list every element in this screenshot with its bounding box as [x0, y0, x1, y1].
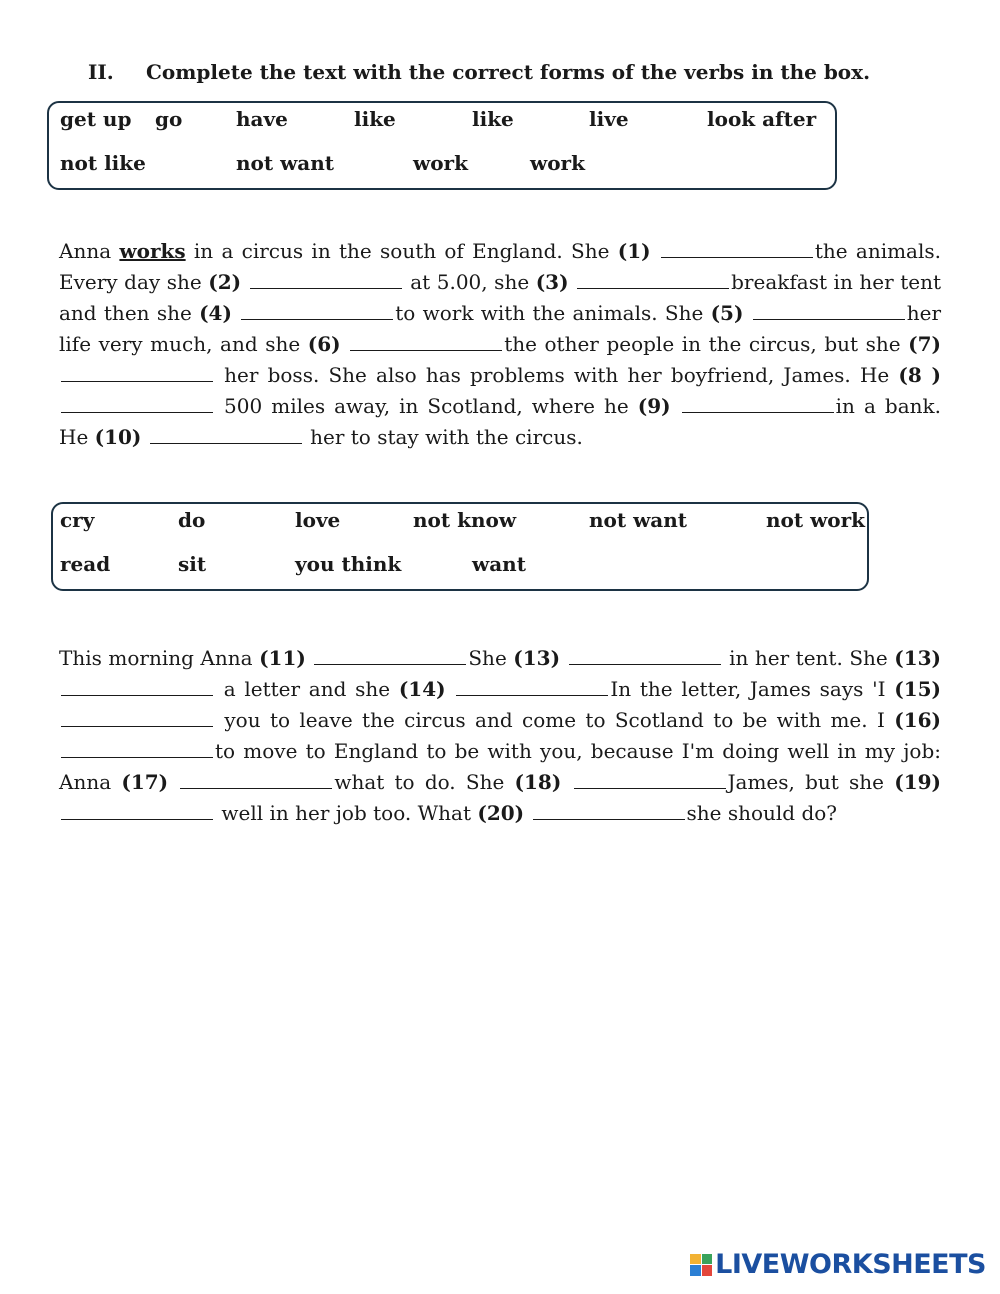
verb-word: love — [295, 508, 341, 532]
answer-blank-3[interactable] — [577, 287, 729, 289]
passage-text: the animals. Every day she — [59, 239, 941, 294]
verb-word: get up — [60, 107, 132, 131]
verb-word: like — [354, 107, 396, 131]
answer-blank-7[interactable] — [61, 380, 213, 382]
passage-2 — [59, 643, 941, 829]
passage-text: This morning Anna — [59, 646, 260, 670]
answer-blank-10[interactable] — [150, 442, 302, 444]
passage-text: her to stay with the circus. — [303, 425, 583, 449]
passage-text: in her tent. She — [722, 646, 895, 670]
blank-number: (8 ) — [898, 363, 941, 387]
passage-1 — [59, 236, 941, 453]
answer-blank-1[interactable] — [661, 256, 813, 258]
answer-blank-12[interactable] — [569, 663, 721, 665]
answer-blank-6[interactable] — [350, 349, 502, 351]
verb-word: work — [530, 151, 585, 175]
passage-text: the other people in the circus, but she — [504, 332, 909, 356]
answer-blank-16[interactable] — [61, 756, 213, 758]
verb-word: not work — [766, 508, 866, 532]
verb-word: do — [178, 508, 206, 532]
answer-blank-19[interactable] — [61, 818, 213, 820]
blank-number: (5) — [710, 301, 744, 325]
passage-text: what to do. She — [334, 770, 515, 794]
exercise-number: II. — [88, 60, 114, 84]
blank-number: (2) — [208, 270, 242, 294]
verb-word: live — [589, 107, 629, 131]
verb-box-1 — [47, 101, 837, 190]
verb-word: work — [413, 151, 468, 175]
exercise-instruction: Complete the text with the correct forms of the verbs in the box. — [146, 60, 871, 84]
answer-blank-20[interactable] — [533, 818, 685, 820]
logo-text: LIVEWORKSHEETS — [715, 1249, 986, 1280]
verb-word: cry — [60, 508, 95, 532]
passage-text: well in her job too. What — [215, 801, 478, 825]
answer-blank-15[interactable] — [61, 725, 213, 727]
blank-number: (6) — [307, 332, 341, 356]
passage-text: breakfast in her tent and then she — [59, 270, 942, 325]
verb-word: have — [236, 107, 288, 131]
blank-number: (9) — [637, 394, 671, 418]
blank-number: (1) — [617, 239, 651, 263]
verb-word: go — [155, 107, 183, 131]
example-word: works — [119, 239, 186, 263]
blank-number: (19) — [894, 770, 941, 794]
passage-text: in a bank. He — [59, 394, 941, 449]
verb-word: not know — [413, 508, 517, 532]
passage-text: to move to England to be with you, because I'm doing well in my job: Anna — [59, 739, 941, 794]
verb-word: you think — [295, 552, 402, 576]
verb-word: look after — [707, 107, 817, 131]
verb-word: want — [472, 552, 526, 576]
blank-number: (11) — [259, 646, 306, 670]
passage-text: In the letter, James says 'I — [610, 677, 895, 701]
answer-blank-4[interactable] — [241, 318, 393, 320]
answer-blank-8[interactable] — [61, 411, 213, 413]
blank-number: (13) — [513, 646, 561, 670]
passage-text: to work with the animals. She — [395, 301, 711, 325]
blank-number: (16) — [894, 708, 941, 732]
blank-number: (3) — [535, 270, 569, 294]
liveworksheets-logo — [690, 1249, 986, 1280]
answer-blank-13[interactable] — [61, 694, 213, 696]
answer-blank-9[interactable] — [682, 411, 834, 413]
passage-text: Anna — [59, 239, 120, 263]
answer-blank-14[interactable] — [456, 694, 608, 696]
passage-text: a letter and she — [215, 677, 399, 701]
verb-word: read — [60, 552, 111, 576]
blank-number: (10) — [94, 425, 142, 449]
blank-number: (17) — [121, 770, 169, 794]
blank-number: (13) — [894, 646, 942, 670]
verb-word: not like — [60, 151, 146, 175]
passage-text: she should do? — [686, 801, 838, 825]
blank-number: (14) — [398, 677, 446, 701]
blank-number: (7) — [908, 332, 942, 356]
passage-text: at 5.00, she — [403, 270, 536, 294]
exercise-heading — [88, 60, 870, 84]
passage-text: James, but she — [727, 770, 895, 794]
answer-blank-17[interactable] — [180, 787, 332, 789]
passage-text: 500 miles away, in Scotland, where he — [215, 394, 638, 418]
answer-blank-2[interactable] — [250, 287, 402, 289]
passage-text: She — [468, 646, 514, 670]
passage-text: you to leave the circus and come to Scotland to be with me. I — [215, 708, 895, 732]
answer-blank-18[interactable] — [574, 787, 726, 789]
passage-text: her life very much, and she — [59, 301, 942, 356]
logo-mark-icon — [690, 1254, 712, 1276]
verb-word: sit — [178, 552, 207, 576]
answer-blank-5[interactable] — [753, 318, 905, 320]
blank-number: (20) — [477, 801, 525, 825]
passage-text: her boss. She also has problems with her boyfriend, James. He — [215, 363, 899, 387]
answer-blank-11[interactable] — [314, 663, 466, 665]
verb-word: not want — [589, 508, 688, 532]
verb-box-2 — [51, 502, 869, 591]
verb-word: like — [472, 107, 514, 131]
blank-number: (15) — [894, 677, 942, 701]
blank-number: (18) — [514, 770, 562, 794]
blank-number: (4) — [199, 301, 232, 325]
verb-word: not want — [236, 151, 335, 175]
passage-text: in a circus in the south of England. She — [185, 239, 618, 263]
